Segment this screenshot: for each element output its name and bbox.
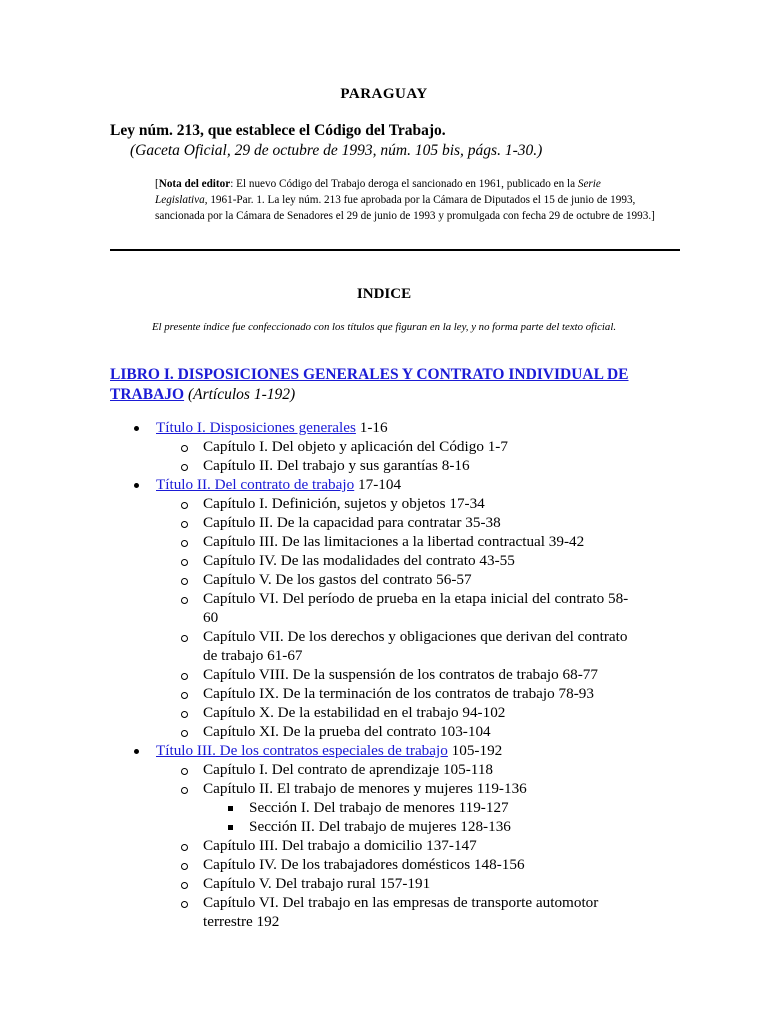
toc-entry-text: Capítulo VI. Del período de prueba en la etapa inicial del contrato 58-60 bbox=[203, 590, 629, 626]
toc-article-range: 105-192 bbox=[447, 742, 503, 759]
hollow-bullet-icon bbox=[181, 882, 188, 889]
toc-article-range: 1-16 bbox=[355, 419, 388, 436]
toc-chapter-item bbox=[0, 551, 768, 570]
toc-entry-text: Capítulo VI. Del trabajo en las empresas de transporte automotor terrestre 192 bbox=[203, 894, 599, 930]
hollow-bullet-icon bbox=[181, 787, 188, 794]
toc-entry-text: Capítulo XI. De la prueba del contrato 103-104 bbox=[203, 723, 491, 740]
country-heading: PARAGUAY bbox=[340, 86, 428, 102]
toc-chapter-item bbox=[0, 760, 768, 779]
toc-chapter-item bbox=[0, 722, 768, 741]
toc-entry-text bbox=[156, 741, 502, 760]
hollow-bullet-icon bbox=[181, 578, 188, 585]
toc-entry-text: Capítulo VIII. De la suspensión de los contratos de trabajo 68-77 bbox=[203, 666, 598, 683]
toc-chapter-item bbox=[0, 627, 768, 665]
toc-chapter-item bbox=[0, 684, 768, 703]
hollow-bullet-icon bbox=[181, 711, 188, 718]
toc-entry-text: Capítulo I. Del objeto y aplicación del Código 1-7 bbox=[203, 438, 508, 455]
toc-entry-text: Capítulo X. De la estabilidad en el trabajo 94-102 bbox=[203, 704, 506, 721]
toc-entry-text: Capítulo IX. De la terminación de los contratos de trabajo 78-93 bbox=[203, 685, 594, 702]
hollow-bullet-icon bbox=[181, 464, 188, 471]
toc-chapter-item bbox=[0, 494, 768, 513]
toc-title-item bbox=[0, 418, 768, 437]
toc-chapter-item bbox=[0, 836, 768, 855]
hollow-bullet-icon bbox=[181, 521, 188, 528]
toc-chapter-item bbox=[0, 589, 768, 627]
toc-entry-text: Capítulo II. De la capacidad para contratar 35-38 bbox=[203, 514, 501, 531]
editor-note-open: [ bbox=[155, 178, 159, 190]
toc-entry-text: Capítulo III. Del trabajo a domicilio 137-147 bbox=[203, 837, 477, 854]
editor-note-label: Nota del editor bbox=[158, 178, 231, 190]
hollow-bullet-icon bbox=[181, 863, 188, 870]
hollow-bullet-icon bbox=[181, 635, 188, 642]
hollow-bullet-icon bbox=[181, 502, 188, 509]
toc-entry-text: Capítulo V. De los gastos del contrato 56-57 bbox=[203, 571, 472, 588]
editor-note-serie: Serie Legislativa bbox=[155, 178, 601, 206]
toc-title-link[interactable]: Título III. De los contratos especiales de trabajo bbox=[156, 742, 448, 759]
editor-note-text-a: : El nuevo Código del Trabajo deroga el sancionado en 1961, publicado en la bbox=[230, 178, 578, 190]
toc-entry-text: Capítulo V. Del trabajo rural 157-191 bbox=[203, 875, 431, 892]
toc-chapter-item bbox=[0, 437, 768, 456]
hollow-bullet-icon bbox=[181, 597, 188, 604]
toc-title-item bbox=[0, 741, 768, 760]
hollow-bullet-icon bbox=[181, 730, 188, 737]
toc-entry-text: Capítulo I. Definición, sujetos y objetos 17-34 bbox=[203, 495, 485, 512]
hollow-bullet-icon bbox=[181, 540, 188, 547]
editor-note bbox=[155, 176, 655, 224]
hollow-bullet-icon bbox=[181, 559, 188, 566]
toc-entry-text: Capítulo IV. De los trabajadores domésticos 148-156 bbox=[203, 856, 525, 873]
horizontal-rule bbox=[110, 249, 680, 251]
toc-entry-text: Capítulo VII. De los derechos y obligaciones que derivan del contrato de trabajo 61-67 bbox=[203, 628, 628, 664]
hollow-bullet-icon bbox=[181, 673, 188, 680]
toc-section-item bbox=[0, 798, 768, 817]
toc-chapter-item bbox=[0, 456, 768, 475]
toc-entry-text: Capítulo III. De las limitaciones a la libertad contractual 39-42 bbox=[203, 533, 585, 550]
toc-entry-text: Sección II. Del trabajo de mujeres 128-136 bbox=[249, 818, 511, 835]
book-range: (Artículos 1-192) bbox=[187, 386, 296, 403]
toc-chapter-item bbox=[0, 513, 768, 532]
index-title: INDICE bbox=[356, 286, 412, 302]
toc-chapter-item bbox=[0, 570, 768, 589]
toc-chapter-item bbox=[0, 855, 768, 874]
toc-title-link[interactable]: Título II. Del contrato de trabajo bbox=[156, 476, 355, 493]
book-link[interactable]: LIBRO I. DISPOSICIONES GENERALES Y CONTRATO INDIVIDUAL DE TRABAJO bbox=[110, 366, 629, 403]
bullet-icon bbox=[134, 483, 139, 488]
hollow-bullet-icon bbox=[181, 768, 188, 775]
hollow-bullet-icon bbox=[181, 692, 188, 699]
toc-chapter-item bbox=[0, 665, 768, 684]
square-bullet-icon bbox=[228, 825, 233, 830]
gazette-reference: (Gaceta Oficial, 29 de octubre de 1993, núm. 105 bis, págs. 1-30.) bbox=[130, 142, 543, 159]
toc-entry-text: Capítulo II. Del trabajo y sus garantías 8-16 bbox=[203, 457, 470, 474]
square-bullet-icon bbox=[228, 806, 233, 811]
toc-chapter-item bbox=[0, 779, 768, 798]
toc-article-range: 17-104 bbox=[354, 476, 402, 493]
index-note: El presente índice fue confeccionado con los títulos que figuran en la ley, y no forma parte del texto oficial. bbox=[151, 321, 617, 333]
bullet-icon bbox=[134, 749, 139, 754]
bullet-icon bbox=[134, 426, 139, 431]
hollow-bullet-icon bbox=[181, 844, 188, 851]
editor-note-text-b: , 1961-Par. 1. La ley núm. 213 fue aprobada por la Cámara de Diputados el 15 de junio de 1993, sancionada por la Cámara de Senadores el 29 de junio de 1993 y promulgada con fecha 29 de octubre de 1993.] bbox=[155, 194, 655, 222]
toc-entry-text: Capítulo I. Del contrato de aprendizaje 105-118 bbox=[203, 761, 494, 778]
toc-entry-text bbox=[156, 475, 401, 494]
toc-title-item bbox=[0, 475, 768, 494]
book-heading bbox=[110, 365, 670, 405]
hollow-bullet-icon bbox=[181, 445, 188, 452]
toc-chapter-item bbox=[0, 532, 768, 551]
toc-entry-text: Capítulo II. El trabajo de menores y mujeres 119-136 bbox=[203, 780, 527, 797]
toc-entry-text bbox=[156, 418, 388, 437]
toc-section-item bbox=[0, 817, 768, 836]
hollow-bullet-icon bbox=[181, 901, 188, 908]
law-title: Ley núm. 213, que establece el Código del Trabajo. bbox=[110, 122, 446, 139]
toc-entry-text: Sección I. Del trabajo de menores 119-127 bbox=[249, 799, 509, 816]
toc-chapter-item bbox=[0, 874, 768, 893]
toc-chapter-item bbox=[0, 703, 768, 722]
toc-entry-text: Capítulo IV. De las modalidades del contrato 43-55 bbox=[203, 552, 515, 569]
toc-title-link[interactable]: Título I. Disposiciones generales bbox=[156, 419, 356, 436]
toc-chapter-item bbox=[0, 893, 768, 931]
